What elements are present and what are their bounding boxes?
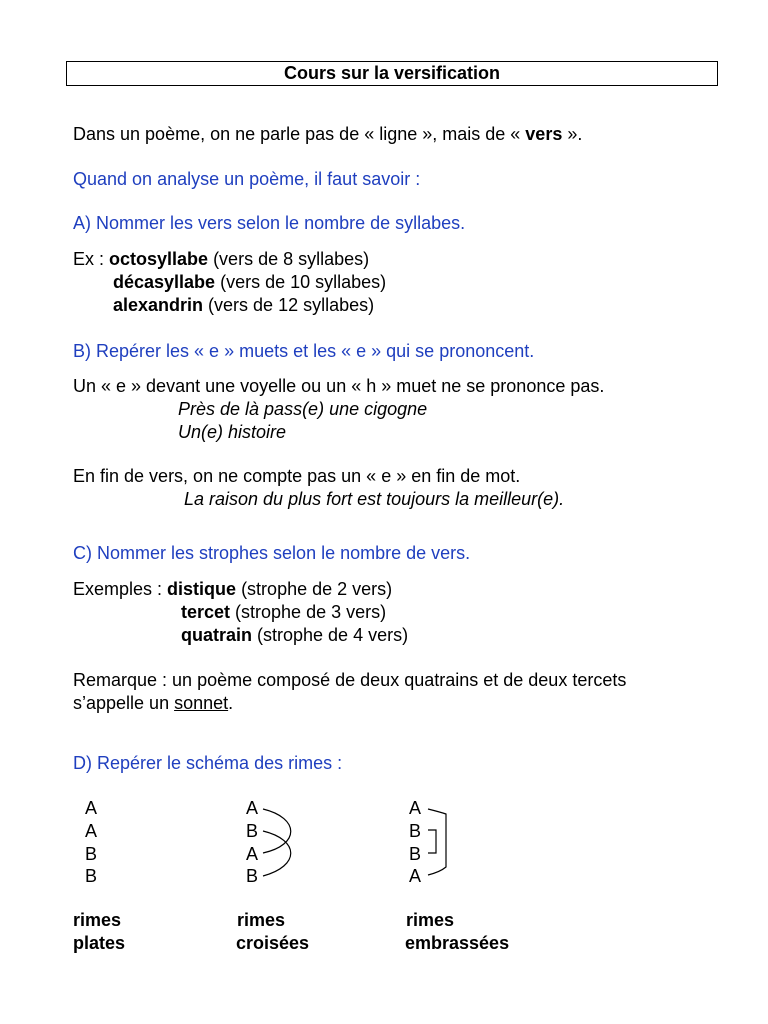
scheme-label-2: embrassées: [405, 933, 510, 953]
intro-before: Dans un poème, on ne parle pas de « ligne », mais de «: [73, 124, 526, 144]
strophe-desc: (strophe de 3 vers): [230, 602, 387, 622]
rhyme-letter: B: [409, 844, 422, 864]
syllable-term: octosyllabe: [109, 249, 209, 269]
scheme-label: [73, 932, 125, 955]
remark-line-1: Remarque : un poème composé de deux quatrains et de deux tercets: [73, 670, 627, 690]
rhyme-letter: A: [85, 821, 98, 841]
examples-prefix: Exemples :: [73, 579, 168, 599]
section-c-heading: C) Nommer les strophes selon le nombre de vers.: [73, 543, 471, 563]
rule-text: Un « e » devant une voyelle ou un « h » muet ne se prononce pas.: [73, 376, 605, 396]
scheme-label: [406, 909, 454, 932]
scheme-label-1: rimes: [406, 910, 455, 930]
rule-text: En fin de vers, on ne compte pas un « e » en fin de mot.: [73, 466, 521, 486]
scheme-label-2: plates: [73, 933, 126, 953]
scheme-label-2: croisées: [236, 933, 310, 953]
embrace-bracket-inner: [428, 830, 436, 853]
scheme-label: [237, 909, 285, 932]
syllable-desc: (vers de 12 syllabes): [203, 295, 375, 315]
page-title: Cours sur la versification: [66, 61, 718, 86]
strophe-term: distique: [167, 579, 237, 599]
rhyme-letter: B: [246, 821, 259, 841]
remark-after: .: [228, 693, 234, 713]
strophe-term: quatrain: [181, 625, 253, 645]
section-a-heading: A) Nommer les vers selon le nombre de syllabes.: [73, 213, 466, 233]
scheme-label: [236, 932, 309, 955]
rhyme-letter: A: [85, 798, 98, 818]
rhyme-letter: B: [85, 844, 98, 864]
section-d-heading: D) Repérer le schéma des rimes :: [73, 753, 343, 773]
ex-prefix: Ex :: [73, 249, 110, 269]
example-italic: Près de là pass(e) une cigogne: [178, 399, 428, 419]
rhyme-letter: A: [409, 866, 422, 886]
remark-before: s’appelle un: [73, 693, 175, 713]
rhyme-letter: A: [246, 844, 259, 864]
intro-after: ».: [562, 124, 583, 144]
rhyme-letter: B: [246, 866, 259, 886]
question-line: Quand on analyse un poème, il faut savoir :: [73, 169, 421, 189]
syllable-desc: (vers de 8 syllabes): [208, 249, 370, 269]
rhyme-letter: A: [246, 798, 259, 818]
rhyme-letter: A: [409, 798, 422, 818]
cross-curve-a: [263, 809, 291, 853]
cross-curve-b: [263, 831, 291, 876]
strophe-desc: (strophe de 2 vers): [236, 579, 393, 599]
sonnet-underlined: sonnet: [174, 693, 229, 713]
example-italic: Un(e) histoire: [178, 422, 287, 442]
rhyme-letter: B: [409, 821, 422, 841]
embrace-bracket-outer: [428, 809, 446, 875]
example-italic: La raison du plus fort est toujours la meilleur(e).: [184, 489, 565, 509]
rhyme-letter: B: [85, 866, 98, 886]
strophe-term: tercet: [181, 602, 231, 622]
syllable-term: alexandrin: [113, 295, 204, 315]
scheme-label: [73, 909, 121, 932]
syllable-desc: (vers de 10 syllabes): [215, 272, 387, 292]
section-b-heading: B) Repérer les « e » muets et les « e » qui se prononcent.: [73, 341, 535, 361]
scheme-label-1: rimes: [73, 910, 122, 930]
scheme-label-1: rimes: [237, 910, 286, 930]
strophe-desc: (strophe de 4 vers): [252, 625, 409, 645]
scheme-label: [405, 932, 509, 955]
syllable-term: décasyllabe: [113, 272, 216, 292]
intro-bold: vers: [525, 124, 563, 144]
